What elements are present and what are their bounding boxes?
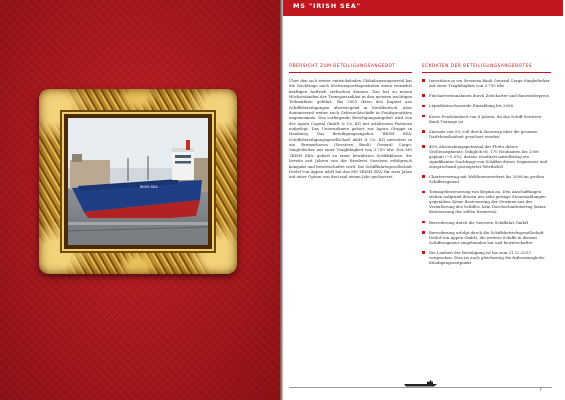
key-fact-item <box>422 114 551 124</box>
overview-heading: ÜBERSICHT ZUM BETEILIGUNGSANGEBOT <box>289 64 412 73</box>
key-fact-text: Tonnagebesteuerung von Beginn an. Den Anschaffungen stehen aufgrund dessen nur sehr geringe Steuerzahlungen gegenüber. Keine Besteuerung der Gewinne aus der Veräußerung des Schiffes, kein Durchschnittsbetrag (keine Besteuerung der stillen Reserven) <box>429 189 546 215</box>
key-fact-item <box>422 144 551 169</box>
key-fact-text: Investition in ein Seestern Bauli General Cargo-Singledecker mit einer Tragfähigkeit von 3.750 tdw <box>429 78 550 88</box>
key-fact-text: 40% Abwrackungspotential der Flotte dieses Größensegments; lediglich rd. 170 Neubauten bis 2008 geplant (~5,5%); daraus resultiert mittelfristig ein signifikanter Nachfrage von Schiffen dieses Segmentes und entsprechend gesteigerter Werthebel <box>429 143 548 169</box>
key-facts-heading: ECKDATEN DER BETEILIGUNGSANGEBOTES <box>422 64 551 73</box>
key-fact-text: Bereederung durch die Seestern Schiffahrt GmbH <box>429 219 529 225</box>
overview-column <box>289 64 412 180</box>
key-fact-text: Chartervertrag mit Weltlinienreederei bis 2008 im großen Schiffssegment <box>429 174 545 185</box>
bullet-square-icon <box>422 79 425 82</box>
key-fact-item <box>422 129 551 139</box>
key-fact-text: Fixchartereinnahmen durch Zeitcharter und Baureederpreis <box>429 93 549 99</box>
left-page-red-pattern <box>0 0 279 400</box>
ship-silhouette-icon <box>403 380 439 387</box>
key-fact-text: Zinssatz von 5% voll durch Zinsswap über die gesamte Darlehenslaufzeit gesichert worden <box>429 128 538 139</box>
key-fact-item <box>422 93 551 98</box>
key-fact-text: Kurze Fondslaufzeit von 8 Jahren, da das Schiff Seestern Bauli Tonnage ist <box>429 113 542 124</box>
ship-photo <box>68 118 208 245</box>
hull-lettering: IRISH SEA <box>140 185 158 189</box>
key-fact-text: Liquiditätsschonende Einzahlung bis 2006 <box>429 103 513 109</box>
key-fact-item <box>422 174 551 184</box>
key-fact-item <box>422 250 551 265</box>
footer-rule <box>289 387 552 388</box>
key-facts-column <box>422 64 551 270</box>
bullet-square-icon <box>422 94 425 97</box>
key-fact-item <box>422 78 551 88</box>
bullet-square-icon <box>422 251 425 254</box>
page-title-bar <box>283 0 563 16</box>
container-ship-illustration <box>68 118 208 245</box>
key-fact-item <box>422 103 551 108</box>
bullet-square-icon <box>422 191 425 194</box>
gilded-picture-frame <box>39 89 237 274</box>
key-facts-list <box>422 78 551 265</box>
bullet-square-icon <box>422 175 425 178</box>
page-title: MS "IRISH SEA" <box>293 2 361 10</box>
frame-opening <box>64 114 212 249</box>
bullet-square-icon <box>422 231 425 234</box>
bullet-square-icon <box>422 221 425 224</box>
bullet-square-icon <box>422 115 425 118</box>
bullet-square-icon <box>422 105 425 108</box>
bullet-square-icon <box>422 130 425 133</box>
key-fact-item <box>422 189 551 214</box>
key-fact-text: Bereederung erfolgt durch die Schiffsbetriebsgesellschaft Detlef von Appen GmbH, die weitere Schiffe in diesem Schiffssegment eingebunden hat und bewirtschaftet <box>429 229 544 245</box>
page-number: 7 <box>539 388 542 393</box>
key-fact-text: Die Laufzeit der Beteiligung ist bis zum 31.12.2013 vorgesehen. Dies ist auch gleichzeitig die frühestmögliche Kündigungszeitpunkt <box>429 249 545 265</box>
right-page <box>283 0 565 400</box>
bullet-square-icon <box>422 145 425 148</box>
overview-paragraph: Über den sich weiter entwickelnden Globalisierungstrend hat die Nachfrage nach Seetransportkapazitäten einen vermehrt kräftigen Auftrieb verbuchen können. Das hat zu neuen Höchstständen der Transportzahlen in den meisten wichtigen Teilmärkten geführt. Bis 2003 ihren das Kapital aus Schiffsbeteiligungen überwiegend in Norddeutsch. Aber dominierend weiter auch Gebrauchtschiffe in Fondsprojekten angekommen. Das vorliegende Beteiligungsangebot wird von der Agora Capital GmbH & Co. KG mit erfahrenen Partnern aufgelegt. Das Unternehmen gehört zur Agora Gruppe in Hamburg. Das Beteiligungsangebot 'IRISH SEA' Schiffsbeteiligungsgesellschaft mbH & Co. KG investiert in ein Bremerhaven (Seestern Bauli) General Cargo-Singledecker mit einer Tragfähigkeit von 3.750 tdw. Das MS 'IRISH SEA' gehört zu einer bewährten Schiffsklasse, die bereits seit Jahren von der Reederei Seestern erfolgreich kompakt und bewirtschaftet wird. Die Schifffahrtsgesellschaft Detlef von Appen mbH hat das MS 'IRISH SEA' für zwei Jahre mit einer Option von drei mal einem Jahr gechartert. <box>289 78 412 180</box>
key-fact-item <box>422 230 551 245</box>
key-fact-item <box>422 220 551 225</box>
